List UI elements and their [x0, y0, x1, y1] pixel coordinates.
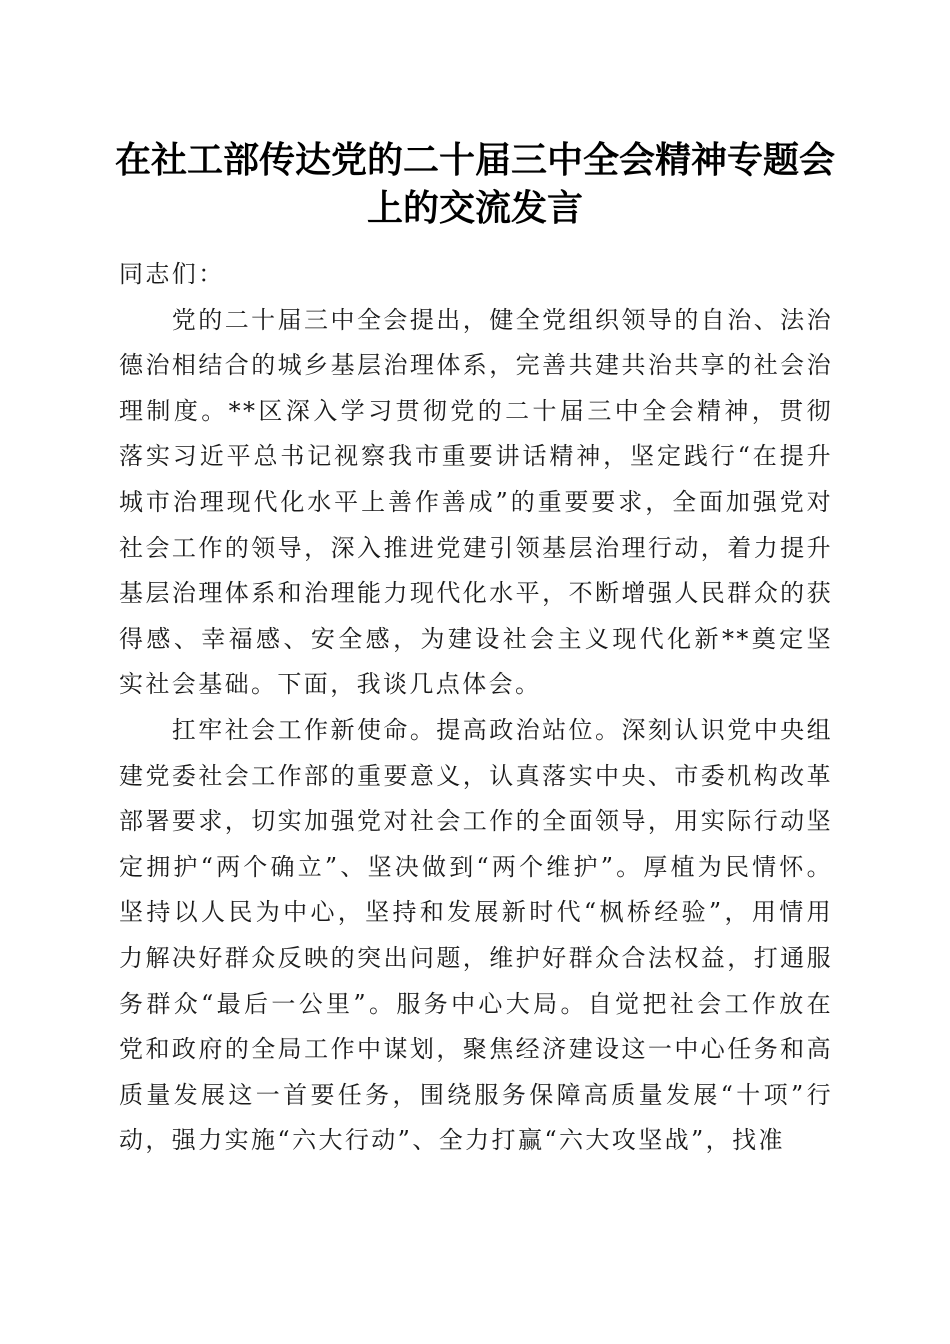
document-title — [95, 136, 855, 232]
salutation: 同志们： — [119, 260, 225, 288]
title-line-2: 上的交流发言 — [366, 187, 583, 229]
document-body — [119, 252, 833, 1164]
title-line-1: 在社工部传达党的二十届三中全会精神专题会 — [114, 139, 835, 181]
paragraph-intro: 党的二十届三中全会提出，健全党组织领导的自治、法治德治相结合的城乡基层治理体系，完善共建共治共享的社会治理制度。**区深入学习贯彻党的二十届三中全会精神，贯彻落实习近平总书记视察我市重要讲话精神，坚定践行“在提升城市治理现代化水平上善作善成”的重要要求，全面加强党对社会工作的领导，深入推进党建引领基层治理行动，着力提升基层治理体系和治理能力现代化水平，不断增强人民群众的获得感、幸福感、安全感，为建设社会主义现代化新**奠定坚实社会基础。下面，我谈几点体会。 — [119, 305, 833, 699]
paragraph-mission: 扛牢社会工作新使命。提高政治站位。深刻认识党中央组建党委社会工作部的重要意义，认真落实中央、市委机构改革部署要求，切实加强党对社会工作的全面领导，用实际行动坚定拥护“两个确立”、坚决做到“两个维护”。厚植为民情怀。坚持以人民为中心，坚持和发展新时代“枫桥经验”，用情用力解决好群众反映的突出问题，维护好群众合法权益，打通服务群众“最后一公里”。服务中心大局。自觉把社会工作放在党和政府的全局工作中谋划，聚焦经济建设这一中心任务和高质量发展这一首要任务，围绕服务保障高质量发展“十项”行动，强力实施“六大行动”、全力打赢“六大攻坚战”，找准 — [119, 715, 833, 1155]
